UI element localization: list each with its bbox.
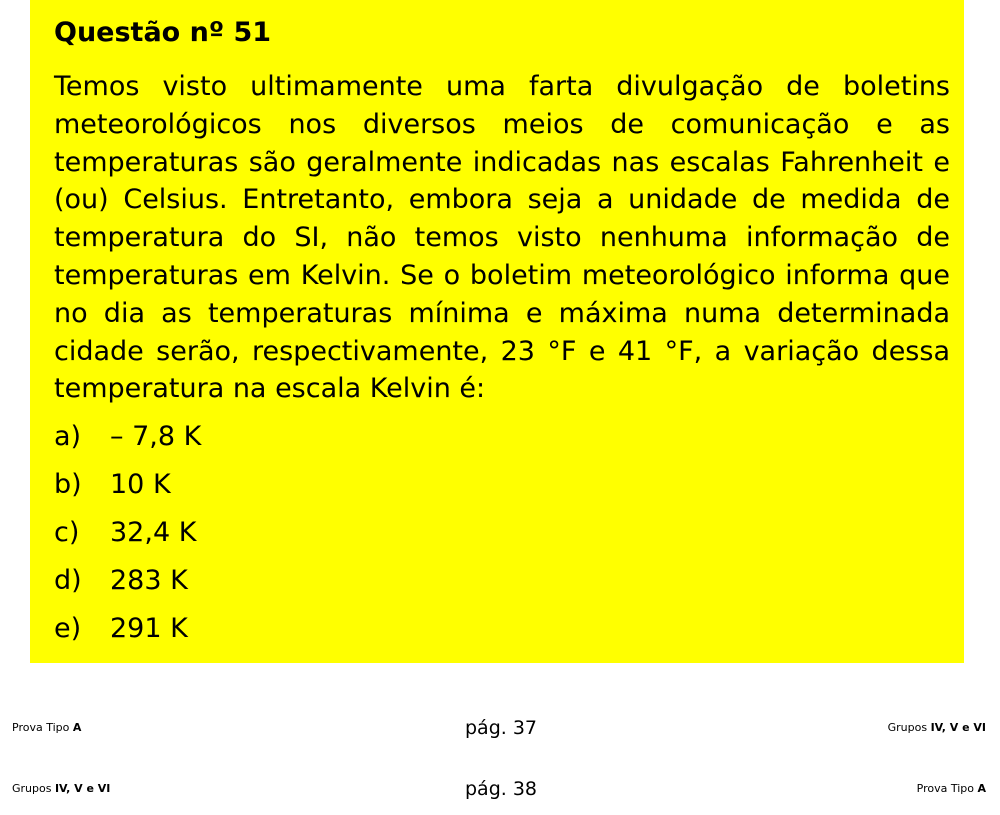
option-text: 32,4 K [110, 517, 197, 548]
question-text: Temos visto ultimamente uma farta divulgação de boletins meteorológicos nos diversos meios de comunicação e as temperaturas são geralmente indicadas nas escalas Fahrenheit e (ou) Celsius. Entretanto, embora seja a unidade de medida de temperatura do SI, não temos visto nenhuma informação de temperaturas em Kelvin. Se o boletim meteorológico informa que no dia as temperaturas mínima e máxima numa determinada cidade serão, respectivamente, 23 °F e 41 °F, a variação dessa temperatura na escala Kelvin é: [54, 71, 950, 405]
footer-value: A [72, 721, 82, 734]
footer-right [917, 782, 986, 796]
footer-value: IV, V e VI [54, 782, 111, 795]
footer-label: Prova Tipo [12, 721, 73, 734]
option-letter: e) [54, 613, 82, 644]
option-c [54, 514, 201, 562]
footer-value: A [977, 782, 986, 795]
page-number-text: pág. 38 [464, 778, 538, 800]
answer-options [54, 418, 201, 658]
page-number-text: pág. 37 [464, 717, 538, 739]
option-e [54, 610, 201, 658]
question-box [30, 0, 964, 663]
option-text: 283 K [110, 565, 188, 596]
option-letter: c) [54, 517, 80, 548]
question-title: Questão nº 51 [54, 17, 272, 48]
footer-page-38 [0, 778, 1000, 802]
option-letter: d) [54, 565, 82, 596]
footer-right [888, 721, 986, 735]
option-letter: b) [54, 469, 82, 500]
option-text: 291 K [110, 613, 188, 644]
option-text: 10 K [110, 469, 171, 500]
option-a [54, 418, 201, 466]
footer-label: Grupos [887, 721, 931, 734]
page-number [0, 717, 1000, 739]
option-letter: a) [54, 421, 82, 452]
footer-label: Prova Tipo [916, 782, 978, 795]
footer-page-37 [0, 717, 1000, 741]
option-d [54, 562, 201, 610]
option-text: – 7,8 K [110, 421, 202, 452]
page-number [0, 778, 1000, 800]
option-b [54, 466, 201, 514]
footer-label: Grupos [12, 782, 55, 795]
footer-value: IV, V e VI [930, 721, 986, 734]
